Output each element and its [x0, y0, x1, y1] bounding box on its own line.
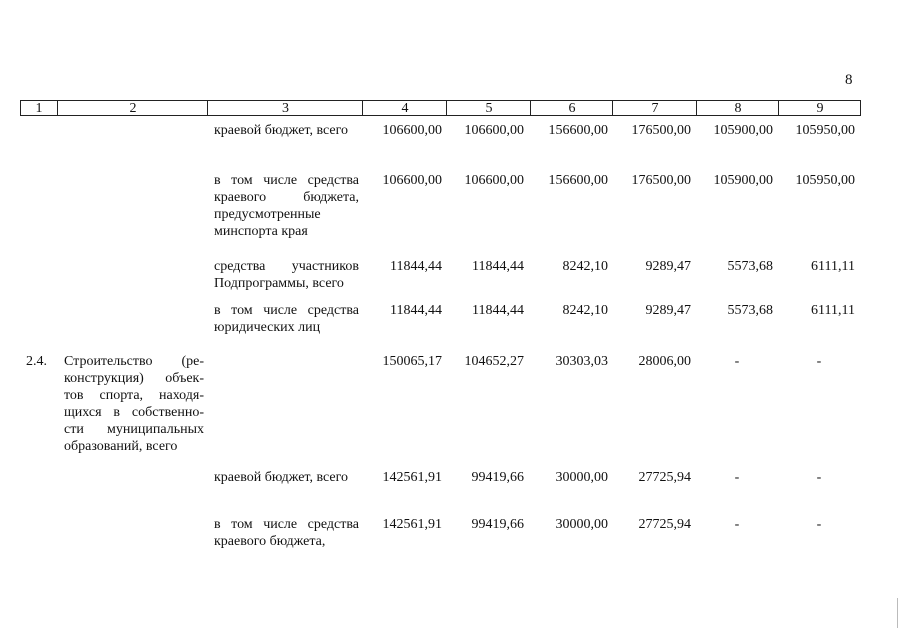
value-col-9: 6111,11 — [811, 259, 855, 274]
value-col-9: 105950,00 — [795, 123, 855, 138]
value-col-5: 106600,00 — [464, 123, 524, 138]
value-col-5: 11844,44 — [472, 303, 524, 318]
value-col-9: 105950,00 — [795, 173, 855, 188]
value-col-4: 106600,00 — [382, 173, 442, 188]
value-col-8: - — [734, 354, 740, 369]
header-col-5: 5 — [446, 101, 531, 115]
funding-source: краевой бюджет, всего — [214, 123, 349, 138]
funding-source: краевой бюджет, всего — [214, 470, 349, 485]
funding-source: в том числе средства краевого бюджета, — [214, 517, 359, 549]
item-name: Строительство (ре-конструкция) объек-тов спорта, находя-щихся в собственно-сти муниципальных образований, всего — [64, 354, 204, 454]
value-col-4: 142561,91 — [382, 470, 442, 485]
header-col-4: 4 — [362, 101, 447, 115]
value-col-8: 105900,00 — [713, 123, 773, 138]
value-col-5: 106600,00 — [464, 173, 524, 188]
value-col-6: 156600,00 — [548, 123, 608, 138]
item-number: 2.4. — [26, 354, 47, 369]
value-col-6: 30000,00 — [555, 517, 608, 532]
value-col-6: 156600,00 — [548, 173, 608, 188]
value-col-8: - — [734, 470, 740, 485]
value-col-9: 6111,11 — [811, 303, 855, 318]
funding-source: в том числе средства краевого бюджета, предусмотренные минспорта края — [214, 173, 359, 239]
header-col-1: 1 — [35, 101, 43, 116]
value-col-9: - — [816, 517, 822, 532]
value-col-7: 176500,00 — [631, 173, 691, 188]
header-col-6: 6 — [530, 101, 613, 115]
value-col-5: 99419,66 — [471, 517, 524, 532]
value-col-4: 150065,17 — [382, 354, 442, 369]
value-col-4: 11844,44 — [390, 259, 442, 274]
value-col-4: 11844,44 — [390, 303, 442, 318]
value-col-7: 28006,00 — [638, 354, 691, 369]
header-col-7: 7 — [612, 101, 697, 115]
value-col-6: 30303,03 — [555, 354, 608, 369]
value-col-7: 9289,47 — [645, 259, 691, 274]
value-col-6: 30000,00 — [555, 470, 608, 485]
header-col-3: 3 — [207, 101, 363, 115]
value-col-9: - — [816, 354, 822, 369]
value-col-8: 5573,68 — [727, 259, 773, 274]
value-col-8: 5573,68 — [727, 303, 773, 318]
header-col-8: 8 — [696, 101, 779, 115]
value-col-6: 8242,10 — [562, 303, 608, 318]
table-header-row — [20, 100, 861, 116]
header-col-2: 2 — [57, 101, 208, 115]
value-col-8: 105900,00 — [713, 173, 773, 188]
header-col-9: 9 — [778, 101, 861, 115]
funding-source: средства участников Подпрограммы, всего — [214, 259, 359, 291]
value-col-7: 176500,00 — [631, 123, 691, 138]
value-col-7: 9289,47 — [645, 303, 691, 318]
scan-edge-mark — [897, 598, 898, 628]
value-col-7: 27725,94 — [638, 470, 691, 485]
page-number: 8 — [845, 72, 853, 88]
value-col-5: 11844,44 — [472, 259, 524, 274]
value-col-4: 106600,00 — [382, 123, 442, 138]
value-col-6: 8242,10 — [562, 259, 608, 274]
funding-source: в том числе средства юридических лиц — [214, 303, 359, 335]
value-col-5: 99419,66 — [471, 470, 524, 485]
value-col-7: 27725,94 — [638, 517, 691, 532]
value-col-8: - — [734, 517, 740, 532]
value-col-9: - — [816, 470, 822, 485]
value-col-5: 104652,27 — [464, 354, 524, 369]
value-col-4: 142561,91 — [382, 517, 442, 532]
